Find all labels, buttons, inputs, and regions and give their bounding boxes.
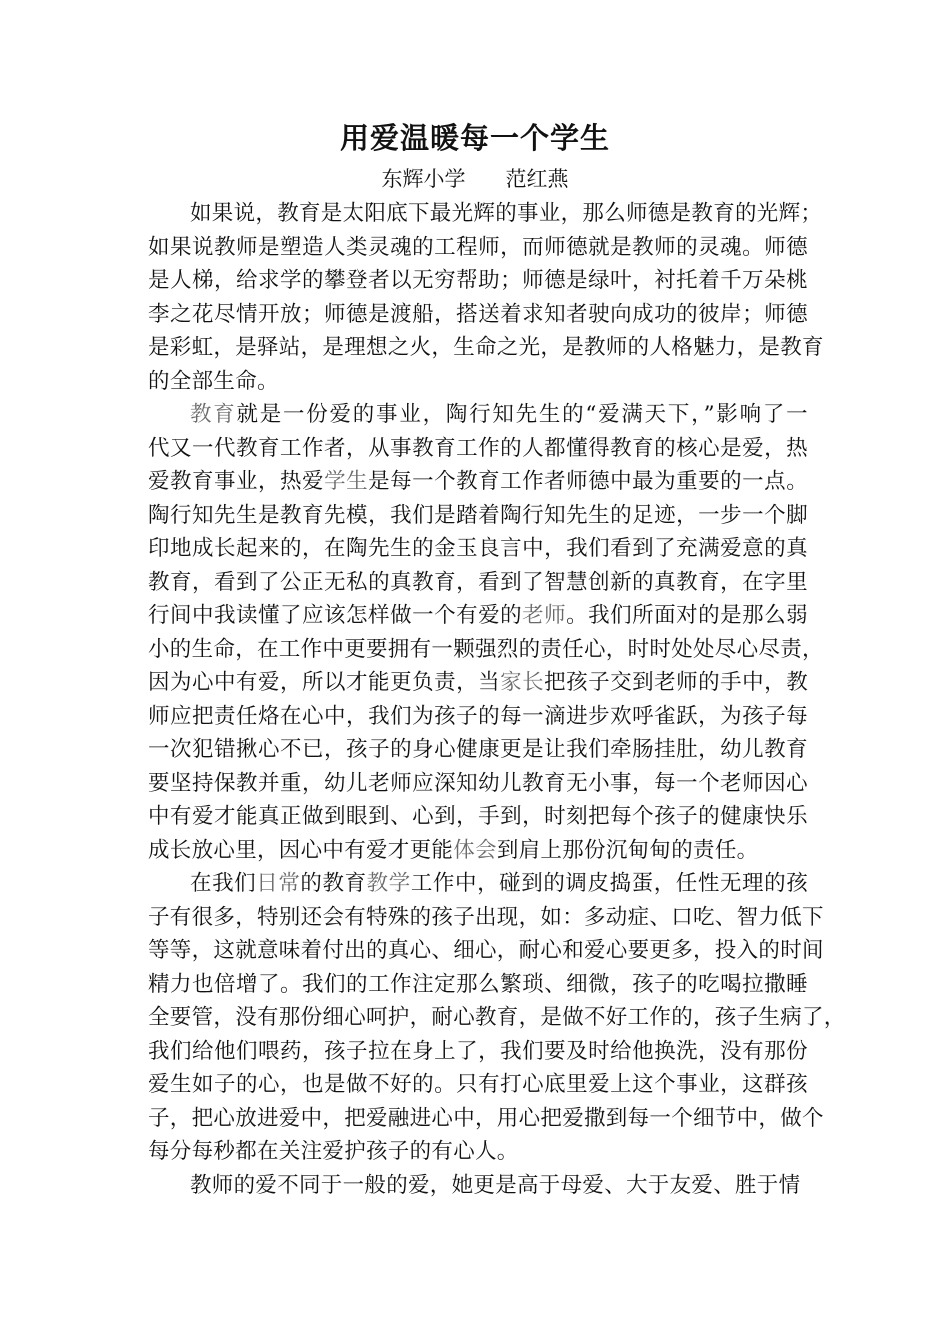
text-line bbox=[148, 1068, 808, 1102]
keyword-link[interactable]: 教育 bbox=[190, 402, 237, 427]
text-run: 子有很多，特别还会有特殊的孩子出现，如：多动症、口吃、智力低下 bbox=[148, 904, 824, 930]
text-run: 到肩上那份沉甸甸的责任。 bbox=[496, 837, 759, 863]
keyword-link[interactable]: 家长 bbox=[500, 670, 545, 695]
text-line bbox=[148, 700, 808, 734]
text-run: 代又一代教育工作者，从事教育工作的人都懂得教育的核心是爱，热 bbox=[148, 435, 808, 461]
text-line bbox=[190, 197, 823, 231]
text-run: 爱教育事业，热爱 bbox=[148, 469, 325, 494]
text-run: 要坚持保教并重，幼儿老师应深知幼儿教育无小事，每一个老师因心 bbox=[148, 770, 808, 796]
text-run: 是彩虹，是驿站，是理想之火，生命之光，是教师的人格魅力，是教育 bbox=[148, 335, 824, 360]
text-run: 成长放心里，因心中有爱才更能 bbox=[148, 837, 454, 863]
keyword-link[interactable]: 日常 bbox=[256, 871, 301, 896]
text-run: 是人梯，给求学的攀登者以无穷帮助；师德是绿叶，衬托着千万朵桃 bbox=[148, 268, 808, 293]
text-line bbox=[148, 1035, 808, 1069]
text-run: 印地成长起来的，在陶先生的金玉良言中，我们看到了充满爱意的真 bbox=[148, 536, 808, 561]
text-run: 是每一个教育工作者师德中最为重要的一点。 bbox=[368, 469, 808, 494]
text-line bbox=[148, 1135, 808, 1169]
text-run: 就是一份爱的事业，陶行知先生的“爱满天下，”影响了一 bbox=[236, 402, 808, 427]
text-line bbox=[190, 1169, 808, 1203]
text-line bbox=[148, 767, 808, 801]
text-run: 小的生命，在工作中更要拥有一颗强烈的责任心，时时处处尽心尽责， bbox=[148, 636, 824, 662]
text-line bbox=[148, 532, 808, 566]
text-run: 在我们 bbox=[190, 871, 257, 896]
text-run: 教育，看到了公正无私的真教育，看到了智慧创新的真教育，在字里 bbox=[148, 569, 808, 595]
keyword-link[interactable]: 教学 bbox=[366, 871, 411, 896]
text-run: 中有爱才能真正做到眼到、心到，手到，时刻把每个孩子的健康快乐 bbox=[148, 804, 808, 829]
text-run: 师应把责任烙在心中，我们为孩子的每一滴进步欢呼雀跃，为孩子每 bbox=[148, 703, 808, 729]
text-run: 的全部生命。 bbox=[148, 368, 279, 394]
text-line bbox=[148, 365, 808, 399]
text-line bbox=[148, 331, 824, 365]
text-run: 教师的爱不同于一般的爱，她更是高于母爱、大于友爱、胜于情 bbox=[190, 1172, 801, 1198]
text-run: 把孩子交到老师的手中，教 bbox=[544, 670, 808, 695]
text-line bbox=[148, 298, 808, 332]
keyword-link[interactable]: 老师 bbox=[522, 603, 567, 628]
text-line bbox=[148, 264, 808, 298]
keyword-link[interactable]: 体会 bbox=[453, 837, 497, 863]
text-run: 全要管，没有那份细心呵护，耐心教育，是做不好工作的，孩子生病了， bbox=[148, 1005, 846, 1030]
text-line bbox=[148, 566, 808, 600]
text-run: 如果说教师是塑造人类灵魂的工程师，而师德就是教师的灵魂。师德 bbox=[148, 234, 808, 260]
text-line bbox=[148, 599, 808, 633]
text-run: 如果说，教育是太阳底下最光辉的事业，那么师德是教育的光辉； bbox=[190, 201, 823, 226]
text-line bbox=[148, 1102, 824, 1136]
text-line bbox=[148, 934, 824, 968]
text-line bbox=[190, 867, 808, 901]
text-line bbox=[148, 666, 808, 700]
text-run: 工作中，碰到的调皮捣蛋，任性无理的孩 bbox=[410, 871, 809, 896]
text-run: 等等，这就意味着付出的真心、细心，耐心和爱心要更多，投入的时间 bbox=[148, 938, 824, 963]
text-line bbox=[148, 465, 808, 499]
text-line bbox=[148, 800, 808, 834]
text-line bbox=[148, 968, 808, 1002]
text-run: 爱生如子的心，也是做不好的。只有打心底里爱上这个事业，这群孩 bbox=[148, 1072, 808, 1097]
text-run: 李之花尽情开放；师德是渡船，搭送着求知者驶向成功的彼岸；师德 bbox=[148, 301, 808, 327]
text-line bbox=[148, 834, 808, 868]
text-run: 我们给他们喂药，孩子拉在身上了，我们要及时给他换洗，没有那份 bbox=[148, 1038, 808, 1064]
text-line bbox=[148, 1001, 846, 1035]
text-run: 每分每秒都在关注爱护孩子的有心人。 bbox=[148, 1139, 519, 1164]
text-run: 的教育 bbox=[300, 871, 367, 896]
keyword-link[interactable]: 学生 bbox=[324, 469, 369, 494]
text-run: 精力也倍增了。我们的工作注定那么繁琐、细微，孩子的吃喝拉撒睡 bbox=[148, 971, 808, 997]
text-run: 因为心中有爱，所以才能更负责，当 bbox=[148, 670, 501, 695]
text-run: 行间中我读懂了应该怎样做一个有爱的 bbox=[148, 603, 523, 628]
text-line bbox=[148, 231, 808, 265]
text-run: 一次犯错揪心不已，孩子的身心健康更是让我们牵肠挂肚，幼儿教育 bbox=[148, 737, 808, 762]
text-line bbox=[148, 733, 808, 767]
text-line bbox=[148, 499, 808, 533]
text-run: 子，把心放进爱中，把爱融进心中，用心把爱撒到每一个细节中，做个 bbox=[148, 1105, 824, 1131]
text-line bbox=[148, 432, 808, 466]
document-title: 用爱温暖每一个学生 bbox=[339, 121, 610, 155]
text-run: 。我们所面对的是那么弱 bbox=[566, 603, 808, 628]
author-byline: 东辉小学 范红燕 bbox=[381, 167, 569, 191]
text-line bbox=[148, 633, 824, 667]
text-line bbox=[148, 901, 824, 935]
text-line bbox=[190, 398, 808, 432]
text-run: 陶行知先生是教育先模，我们是踏着陶行知先生的足迹，一步一个脚 bbox=[148, 502, 808, 528]
